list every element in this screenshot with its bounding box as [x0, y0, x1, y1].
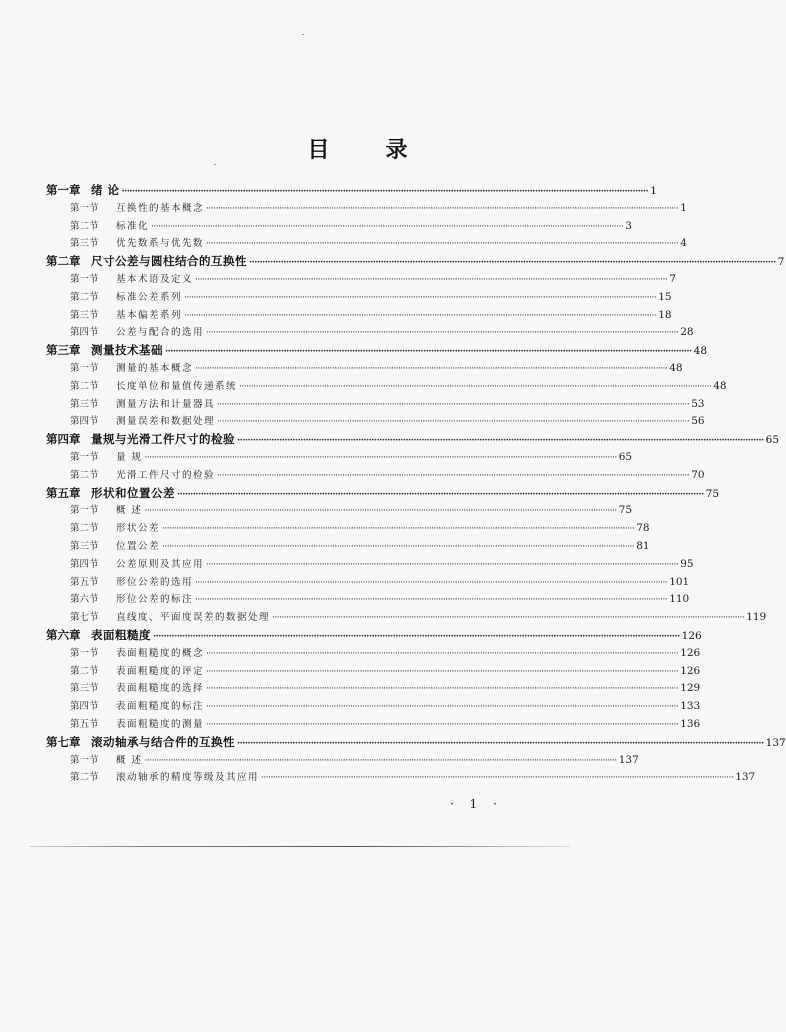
toc-section-row: [46, 307, 672, 325]
toc-section-row: [46, 449, 633, 467]
toc-entry-page: 95: [680, 557, 694, 570]
toc-dot-leader: ········································································································································································································: [153, 631, 680, 642]
toc-section-row: [46, 609, 767, 627]
toc-entry-page: 137: [735, 771, 756, 784]
toc-entry-number: 第三节: [70, 238, 99, 250]
toc-entry-number: 第二节: [70, 772, 99, 784]
toc-entry-page: 48: [669, 361, 683, 374]
toc-entry-number: 第五章: [46, 485, 81, 500]
toc-dot-leader: ········································································································································································································: [272, 613, 745, 624]
toc-section-row: [46, 467, 705, 485]
toc-dot-leader: ········································································································································································································: [237, 436, 764, 447]
toc-entry-title: 公差原则及其应用: [116, 558, 205, 570]
toc-section-row: [46, 378, 727, 396]
toc-entry-page: 7: [777, 256, 785, 269]
toc-dot-leader: ········································································································································································································: [177, 489, 704, 500]
toc-entry-page: 28: [680, 326, 694, 339]
toc-section-row: [46, 360, 683, 378]
toc-entry-page: 4: [680, 237, 687, 250]
toc-entry-title: 测量技术基础: [91, 343, 163, 358]
toc-entry-title: 表面粗糙度: [91, 627, 151, 642]
toc-entry-title: 直线度、平面度误差的数据处理: [116, 612, 271, 624]
toc-chapter-row: [46, 734, 786, 752]
toc-section-row: [46, 271, 676, 289]
toc-entry-number: 第一节: [70, 505, 99, 517]
toc-entry-title: 长度单位和量值传递系统: [116, 380, 238, 392]
toc-section-row: [46, 502, 633, 520]
toc-entry-page: 136: [680, 717, 701, 730]
toc-entry-number: 第四章: [46, 432, 81, 447]
toc-entry-page: 48: [693, 345, 708, 358]
toc-dot-leader: ········································································································································································································: [144, 755, 617, 766]
toc-chapter-row: [46, 485, 720, 503]
toc-entry-page: 126: [680, 664, 701, 677]
toc-entry-page: 78: [636, 522, 650, 535]
toc-entry-number: 第六章: [46, 627, 81, 642]
toc-entry-page: 133: [680, 700, 701, 713]
toc-entry-title: 公差与配合的选用: [116, 327, 205, 339]
toc-entry-page: 56: [691, 415, 705, 428]
toc-dot-leader: ········································································································································································································: [217, 399, 690, 410]
toc-entry-title: 滚动轴承与结合件的互换性: [91, 734, 235, 749]
toc-entry-number: 第一节: [70, 754, 99, 766]
toc-section-row: [46, 698, 701, 716]
toc-dot-leader: ········································································································································································································: [162, 524, 635, 535]
toc-entry-page: 3: [625, 219, 632, 232]
page-title: [0, 133, 715, 164]
toc-entry-page: 15: [658, 290, 672, 303]
toc-entry-number: 第二节: [70, 665, 99, 677]
toc-entry-title: 标准化: [116, 220, 150, 232]
scan-edge-line: [30, 846, 570, 847]
toc-section-row: [46, 396, 705, 414]
toc-entry-number: 第四节: [70, 701, 99, 713]
toc-section-row: [46, 769, 756, 787]
toc-entry-number: 第二节: [70, 291, 99, 303]
toc-entry-page: 75: [705, 487, 720, 500]
toc-section-row: [46, 218, 632, 236]
toc-entry-title: 互换性的基本概念: [116, 202, 205, 214]
toc-dot-leader: ········································································································································································································: [144, 452, 617, 463]
toc-entry-title: 光滑工件尺寸的检验: [116, 469, 216, 481]
toc-chapter-row: [46, 431, 780, 449]
toc-entry-page: 65: [618, 450, 633, 463]
toc-entry-title: 表面粗糙度的标注: [116, 701, 205, 713]
toc-entry-number: 第四节: [70, 558, 99, 570]
toc-dot-leader: ········································································································································································································: [206, 203, 679, 214]
toc-dot-leader: ········································································································································································································: [184, 310, 657, 321]
toc-entry-page: 75: [618, 504, 633, 517]
toc-entry-title: 形位公差的标注: [116, 594, 194, 606]
toc-section-row: [46, 752, 639, 770]
toc-entry-number: 第七章: [46, 734, 81, 749]
toc-entry-title: 绪 论: [91, 183, 120, 197]
toc-dot-leader: ········································································································································································································: [249, 258, 776, 269]
page-title-char-1: 目: [307, 137, 330, 163]
toc-entry-number: 第四节: [70, 416, 99, 428]
toc-entry-page: 119: [746, 611, 767, 624]
toc-entry-title: 标准公差系列: [116, 291, 183, 303]
toc-entry-title: 位置公差: [116, 540, 161, 552]
toc-dot-leader: ········································································································································································································: [206, 702, 679, 713]
toc-dot-leader: ········································································································································································································: [239, 381, 712, 392]
toc-dot-leader: ········································································································································································································: [206, 684, 679, 695]
toc-entry-number: 第三章: [46, 343, 81, 358]
toc-entry-title: 概 述: [116, 754, 143, 766]
toc-entry-title: 测量误差和数据处理: [116, 416, 216, 428]
toc-entry-number: 第五节: [70, 576, 99, 588]
toc-dot-leader: ········································································································································································································: [144, 506, 617, 517]
toc-section-row: [46, 520, 650, 538]
toc-dot-leader: ········································································································································································································: [121, 187, 649, 197]
toc-entry-page: 53: [691, 397, 705, 410]
toc-entry-number: 第一节: [70, 362, 99, 374]
toc-entry-number: 第二节: [70, 220, 99, 232]
toc-section-row: [46, 645, 701, 663]
toc-section-row: [46, 200, 687, 218]
toc-entry-number: 第二节: [70, 380, 99, 392]
toc-dot-leader: ········································································································································································································: [206, 559, 679, 570]
toc-dot-leader: ········································································································································································································: [195, 363, 668, 374]
toc-section-row: [46, 556, 694, 574]
toc-entry-page: 126: [681, 629, 702, 642]
toc-section-row: [46, 324, 694, 342]
toc-entry-page: 101: [669, 575, 690, 588]
toc-section-row: [46, 716, 701, 734]
toc-entry-title: 形状公差: [116, 523, 161, 535]
toc-entry-number: 第五节: [70, 718, 99, 730]
toc-entry-title: 表面粗糙度的测量: [116, 718, 205, 730]
toc-entry-page: 110: [669, 593, 690, 606]
toc-dot-leader: ········································································································································································································: [195, 274, 668, 285]
toc-dot-leader: ········································································································································································································: [184, 292, 657, 303]
toc-entry-page: 126: [680, 646, 701, 659]
toc-entry-number: 第六节: [70, 594, 99, 606]
toc-entry-title: 基本偏差系列: [116, 309, 183, 321]
toc-dot-leader: ········································································································································································································: [162, 541, 635, 552]
table-of-contents: [46, 182, 786, 787]
toc-entry-title: 滚动轴承的精度等级及其应用: [116, 772, 260, 784]
toc-section-row: [46, 235, 687, 253]
page-title-char-2: 录: [385, 137, 408, 163]
toc-entry-title: 表面粗糙度的选择: [116, 683, 205, 695]
toc-entry-page: 18: [658, 308, 672, 321]
toc-entry-page: 1: [650, 185, 657, 197]
toc-entry-title: 基本术语及定义: [116, 273, 194, 285]
toc-section-row: [46, 591, 690, 609]
toc-dot-leader: ········································································································································································································: [206, 719, 679, 730]
toc-entry-number: 第三节: [70, 540, 99, 552]
toc-entry-page: 7: [669, 272, 676, 285]
toc-entry-number: 第一节: [70, 273, 99, 285]
toc-entry-number: 第三节: [70, 309, 99, 321]
toc-entry-number: 第二章: [46, 254, 81, 269]
toc-entry-title: 尺寸公差与圆柱结合的互换性: [91, 254, 247, 269]
scan-speck: [214, 164, 216, 165]
toc-entry-number: 第三节: [70, 683, 99, 695]
toc-entry-number: 第二节: [70, 523, 99, 535]
toc-dot-leader: ········································································································································································································: [206, 648, 679, 659]
toc-entry-page: 1: [680, 201, 687, 214]
toc-entry-title: 优先数系与优先数: [116, 238, 205, 250]
toc-entry-title: 表面粗糙度的概念: [116, 647, 205, 659]
toc-dot-leader: ········································································································································································································: [217, 417, 690, 428]
toc-chapter-row: [46, 627, 702, 645]
toc-entry-title: 测量的基本概念: [116, 362, 194, 374]
toc-dot-leader: ········································································································································································································: [206, 666, 679, 677]
toc-dot-leader: ········································································································································································································: [217, 470, 690, 481]
toc-entry-page: 137: [618, 753, 639, 766]
toc-entry-title: 量 规: [116, 451, 143, 463]
toc-entry-title: 形状和位置公差: [91, 485, 175, 500]
toc-dot-leader: ········································································································································································································: [206, 239, 679, 250]
toc-entry-page: 48: [713, 379, 727, 392]
toc-entry-title: 测量方法和计量器具: [116, 398, 216, 410]
toc-section-row: [46, 538, 650, 556]
toc-entry-number: 第一节: [70, 647, 99, 659]
toc-dot-leader: ········································································································································································································: [261, 773, 734, 784]
toc-entry-title: 概 述: [116, 505, 143, 517]
toc-entry-number: 第三节: [70, 398, 99, 410]
toc-dot-leader: ········································································································································································································: [237, 738, 764, 749]
toc-entry-number: 第一章: [46, 183, 81, 197]
toc-entry-title: 形位公差的选用: [116, 576, 194, 588]
toc-dot-leader: ········································································································································································································: [195, 577, 668, 588]
toc-entry-page: 129: [680, 682, 701, 695]
toc-chapter-row: [46, 342, 708, 360]
toc-entry-page: 81: [636, 539, 650, 552]
toc-entry-number: 第一节: [70, 202, 99, 214]
toc-chapter-row: [46, 253, 785, 271]
toc-entry-page: 137: [765, 736, 786, 749]
page-number: · 1 ·: [450, 797, 503, 811]
toc-section-row: [46, 289, 672, 307]
toc-entry-number: 第一节: [70, 451, 99, 463]
toc-entry-title: 表面粗糙度的评定: [116, 665, 205, 677]
scan-speck: [302, 34, 304, 35]
toc-dot-leader: ········································································································································································································: [151, 221, 624, 232]
toc-chapter-row: [46, 182, 657, 200]
toc-dot-leader: ········································································································································································································: [165, 347, 692, 358]
toc-section-row: [46, 574, 690, 592]
toc-entry-number: 第七节: [70, 612, 99, 624]
toc-entry-page: 70: [691, 468, 705, 481]
toc-entry-title: 量规与光滑工件尺寸的检验: [91, 432, 235, 447]
toc-dot-leader: ········································································································································································································: [206, 328, 679, 339]
toc-section-row: [46, 413, 705, 431]
toc-entry-number: 第二节: [70, 469, 99, 481]
toc-dot-leader: ········································································································································································································: [195, 595, 668, 606]
toc-section-row: [46, 663, 701, 681]
toc-entry-page: 65: [765, 434, 780, 447]
toc-entry-number: 第四节: [70, 327, 99, 339]
toc-section-row: [46, 680, 701, 698]
